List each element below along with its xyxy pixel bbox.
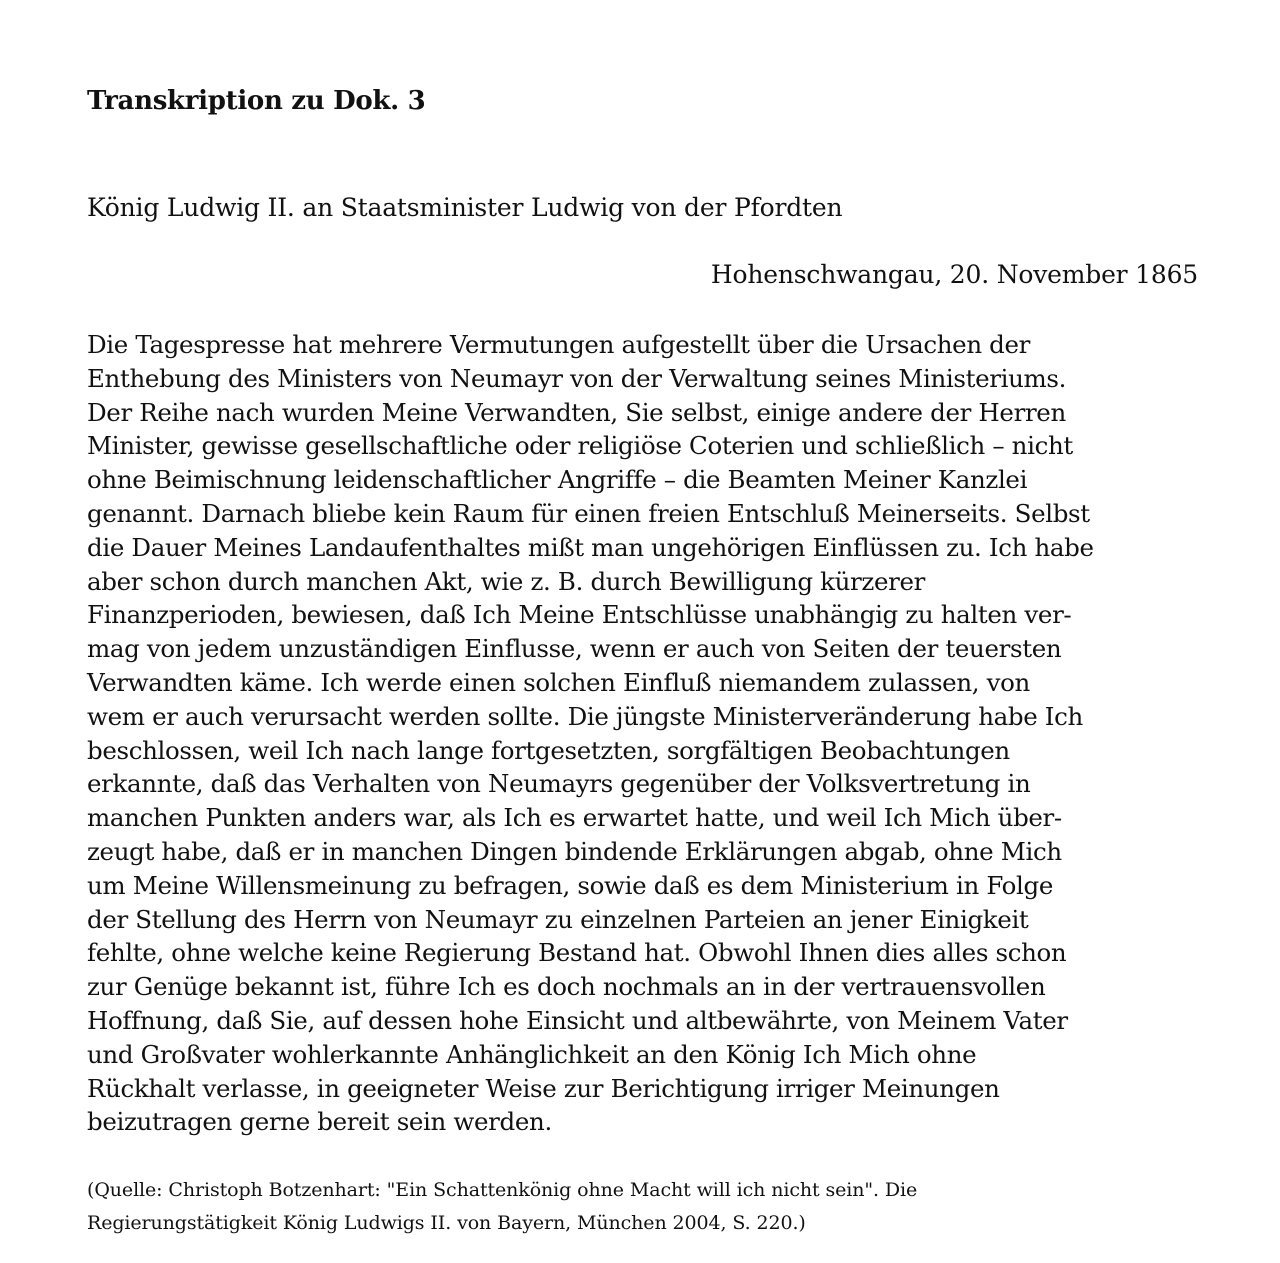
letter-subtitle: König Ludwig II. an Staatsminister Ludwig von der Pfordten — [87, 193, 843, 222]
body-line: wem er auch verursacht werden sollte. Die jüngste Ministerveränderung habe Ich — [87, 701, 1083, 731]
body-line: Verwandten käme. Ich werde einen solchen Einfluß niemandem zulassen, von — [87, 667, 1030, 697]
body-line: beizutragen gerne bereit sein werden. — [87, 1107, 552, 1137]
body-line: zeugt habe, daß er in manchen Dingen bindende Erklärungen abgab, ohne Mich — [87, 836, 1062, 866]
body-line: beschlossen, weil Ich nach lange fortgesetzten, sorgfältigen Beobachtungen — [87, 735, 1010, 765]
place-date-line: Hohenschwangau, 20. November 1865 — [710, 260, 1198, 289]
body-line: mag von jedem unzuständigen Einflusse, wenn er auch von Seiten der teuersten — [87, 634, 1062, 664]
body-line: aber schon durch manchen Akt, wie z. B. durch Bewilligung kürzerer — [87, 566, 926, 596]
body-line: Die Tagespresse hat mehrere Vermutungen aufgestellt über die Ursachen der — [87, 330, 1031, 359]
body-line: die Dauer Meines Landaufenthaltes mißt man ungehörigen Einflüssen zu. Ich habe — [87, 532, 1094, 562]
body-line: und Großvater wohlerkannte Anhänglichkeit an den König Ich Mich ohne — [87, 1039, 977, 1069]
body-line: fehlte, ohne welche keine Regierung Bestand hat. Obwohl Ihnen dies alles schon — [87, 938, 1067, 968]
body-line: manchen Punkten anders war, als Ich es erwartet hatte, und weil Ich Mich über- — [87, 803, 1062, 833]
body-line: Rückhalt verlasse, in geeigneter Weise zur Berichtigung irriger Meinungen — [87, 1073, 1000, 1103]
body-line: Der Reihe nach wurden Meine Verwandten, Sie selbst, einige andere der Herren — [87, 397, 1066, 427]
source-line: (Quelle: Christoph Botzenhart: "Ein Schattenkönig ohne Macht will ich nicht sein". Die — [87, 1179, 918, 1201]
document-heading: Transkription zu Dok. 3 — [87, 86, 426, 116]
body-line: um Meine Willensmeinung zu befragen, sowie daß es dem Ministerium in Folge — [87, 870, 1054, 900]
source-line: Regierungstätigkeit König Ludwigs II. von Bayern, München 2004, S. 220.) — [87, 1212, 806, 1234]
body-line: Hoffnung, daß Sie, auf dessen hohe Einsicht und altbewährte, von Meinem Vater — [87, 1005, 1068, 1035]
body-line: Finanzperioden, bewiesen, daß Ich Meine Entschlüsse unabhängig zu halten ver- — [87, 600, 1072, 630]
body-line: zur Genüge bekannt ist, führe Ich es doch nochmals an in der vertrauensvollen — [87, 972, 1046, 1002]
letter-body — [87, 328, 1187, 1139]
body-line: ohne Beimischnung leidenschaftlicher Angriffe – die Beamten Meiner Kanzlei — [87, 465, 1028, 495]
body-line: genannt. Darnach bliebe kein Raum für einen freien Entschluß Meinerseits. Selbst — [87, 498, 1090, 528]
body-line: erkannte, daß das Verhalten von Neumayrs gegenüber der Volksvertretung in — [87, 769, 1031, 799]
body-line: Minister, gewisse gesellschaftliche oder religiöse Coterien und schließlich – nicht — [87, 431, 1073, 461]
body-line: der Stellung des Herrn von Neumayr zu einzelnen Parteien an jener Einigkeit — [87, 904, 1029, 934]
body-line: Enthebung des Ministers von Neumayr von der Verwaltung seines Ministeriums. — [87, 363, 1067, 393]
source-citation — [87, 1174, 1187, 1240]
